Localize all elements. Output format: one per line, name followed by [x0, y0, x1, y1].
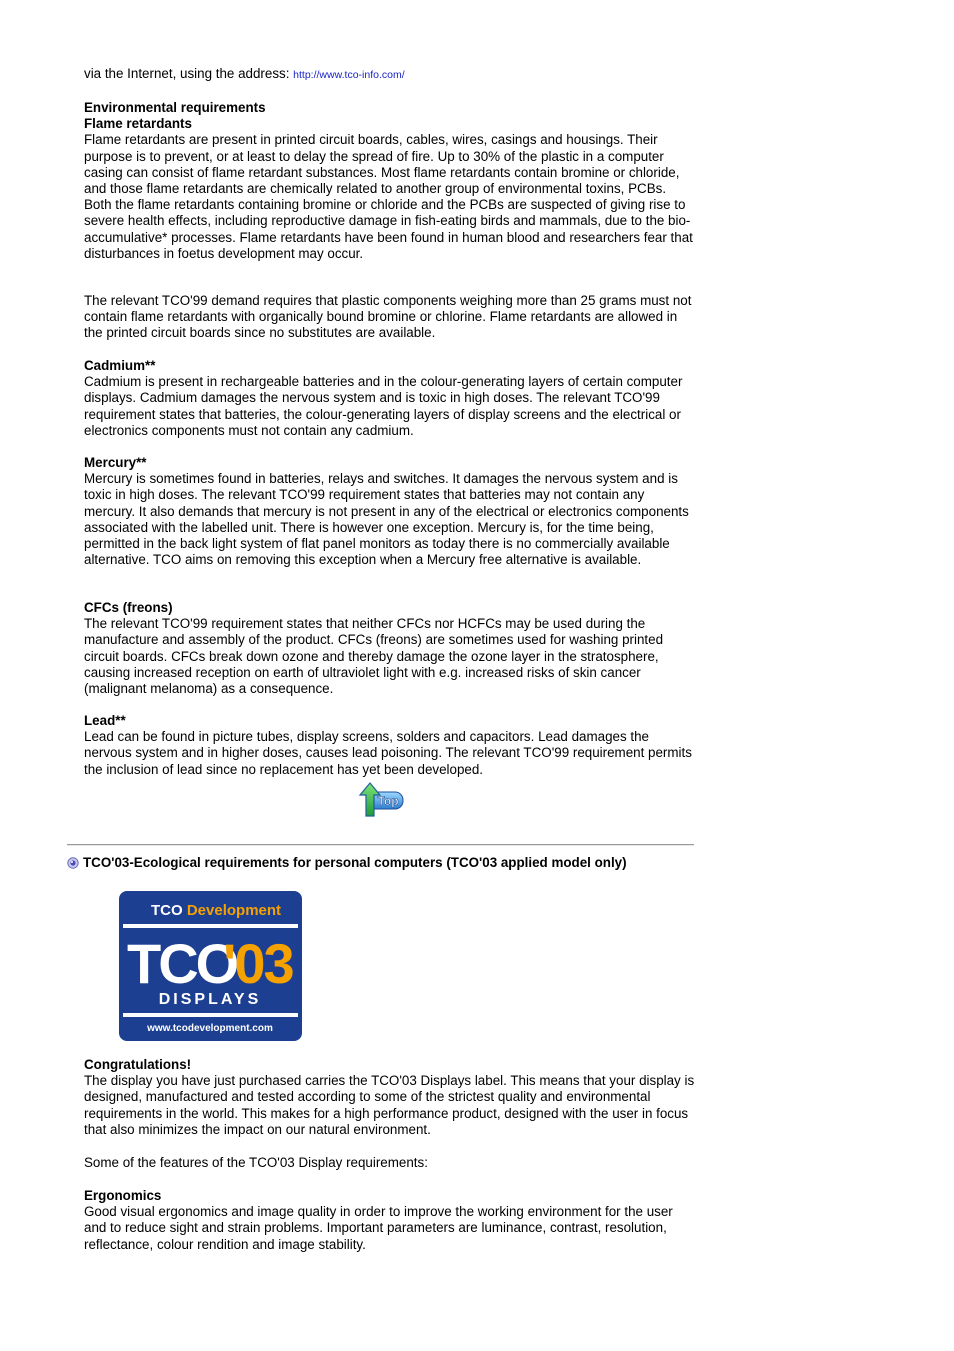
logo-subtitle: DISPLAYS [158, 991, 262, 1008]
logo-main-year: '03 [223, 932, 293, 995]
flame-paragraph-2-wrap [84, 293, 696, 342]
cfc-section [84, 600, 696, 697]
ergonomics-section [84, 1188, 696, 1253]
flame-paragraph-1: Flame retardants are present in printed circuit boards, cables, wires, casings and housings. Their purpose is to prevent, or at least to delay the spread of fire. Up to 30% of the plastic in a computer casing can consist of flame retardant substances. Most flame retardants contain bromine or chloride, and those flame retardants are chemically related to another group of environmental toxins, PCBs. Both the flame retardants containing bromine or chloride and the PCBs are suspected of giving rise to severe health effects, including reproductive damage in fish-eating birds and mammals, due to the bio-accumulative* processes. Flame retardants have been found in human blood and researchers fear that disturbances in foetus development may occur. [84, 132, 693, 261]
cfc-heading: CFCs (freons) [84, 600, 173, 615]
lead-heading: Lead** [84, 713, 126, 728]
up-arrow-top-icon [357, 781, 405, 819]
bullet-circle-icon [67, 857, 79, 869]
cadmium-paragraph: Cadmium is present in rechargeable batteries and in the colour-generating layers of certain computer displays. Cadmium damages the nervous system and is toxic in high doses. The relevant TCO'99 requirement states that batteries, the colour-generating layers of display screens and the electrical or electronics components must not contain any cadmium. [84, 374, 683, 438]
mercury-section [84, 455, 696, 568]
top-label: Top [377, 794, 399, 808]
ergonomics-heading: Ergonomics [84, 1188, 162, 1203]
intro-text: via the Internet, using the address: [84, 66, 294, 81]
intro-line [84, 66, 696, 83]
env-flame-section [84, 100, 696, 262]
tco03-displays-logo-image [119, 891, 302, 1041]
mercury-heading: Mercury** [84, 455, 147, 470]
tco03-section-title [67, 855, 707, 871]
logo-main-tco: TCO [127, 932, 237, 995]
flame-paragraph-2: The relevant TCO'99 demand requires that plastic components weighing more than 25 grams must not contain flame retardants with organically bound bromine or chlorine. Flame retardants are allowed in the printed circuit boards since no substitutes are available. [84, 293, 692, 341]
congrats-paragraph: The display you have just purchased carries the TCO'03 Displays label. This means that your display is designed, manufactured and tested according to some of the strictest quality and environmental requirements in the world. This makes for a high performance product, designed with the user in focus that also minimizes the impact on our natural environment. [84, 1073, 695, 1137]
logo-url: www.tcodevelopment.com [147, 1023, 273, 1034]
lead-paragraph: Lead can be found in picture tubes, display screens, solders and capacitors. Lead damages the nervous system and in higher doses, causes lead poisoning. The relevant TCO'99 requirement permits the inclusion of lead since no replacement has yet been developed. [84, 729, 692, 777]
features-intro-wrap [84, 1155, 696, 1171]
features-intro: Some of the features of the TCO'03 Display requirements: [84, 1155, 428, 1170]
env-heading: Environmental requirements [84, 100, 266, 115]
mercury-paragraph: Mercury is sometimes found in batteries, relays and switches. It damages the nervous system and is toxic in high doses. The relevant TCO'99 requirement states that batteries may not contain any mercury. It also demands that mercury is not present in any of the electrical or electronics components associated with the labelled unit. There is however one exception. Mercury is, for the time being, permitted in the back light system of flat panel monitors as today there is no commercially available alternative. TCO aims on removing this exception when a Mercury free alternative is available. [84, 471, 689, 568]
back-to-top-button[interactable] [357, 781, 405, 819]
section-divider [67, 844, 694, 846]
congrats-section [84, 1057, 696, 1138]
flame-heading: Flame retardants [84, 116, 192, 132]
cadmium-section [84, 358, 696, 439]
cadmium-heading: Cadmium** [84, 358, 156, 373]
lead-section [84, 713, 696, 778]
cfc-paragraph: The relevant TCO'99 requirement states that neither CFCs nor HCFCs may be used during the manufacture and assembly of the product. CFCs (freons) are sometimes used for washing printed circuit boards. CFCs break down ozone and thereby damage the ozone layer in the stratosphere, causing increased reception on earth of ultraviolet light with e.g. increased risks of skin cancer (malignant melanoma) as a consequence. [84, 616, 664, 697]
ergonomics-paragraph: Good visual ergonomics and image quality in order to improve the working environment for the user and to reduce sight and strain problems. Important parameters are luminance, contrast, resolution, reflectance, colour rendition and image stability. [84, 1204, 673, 1252]
congrats-heading: Congratulations! [84, 1057, 192, 1072]
tco-info-link[interactable]: http://www.tco-info.com/ [293, 69, 405, 81]
tco03-logo [119, 891, 302, 1041]
logo-top-text: TCO Development [151, 902, 282, 919]
tco03-title-text: TCO'03-Ecological requirements for personal computers (TCO'03 applied model only) [83, 855, 627, 870]
